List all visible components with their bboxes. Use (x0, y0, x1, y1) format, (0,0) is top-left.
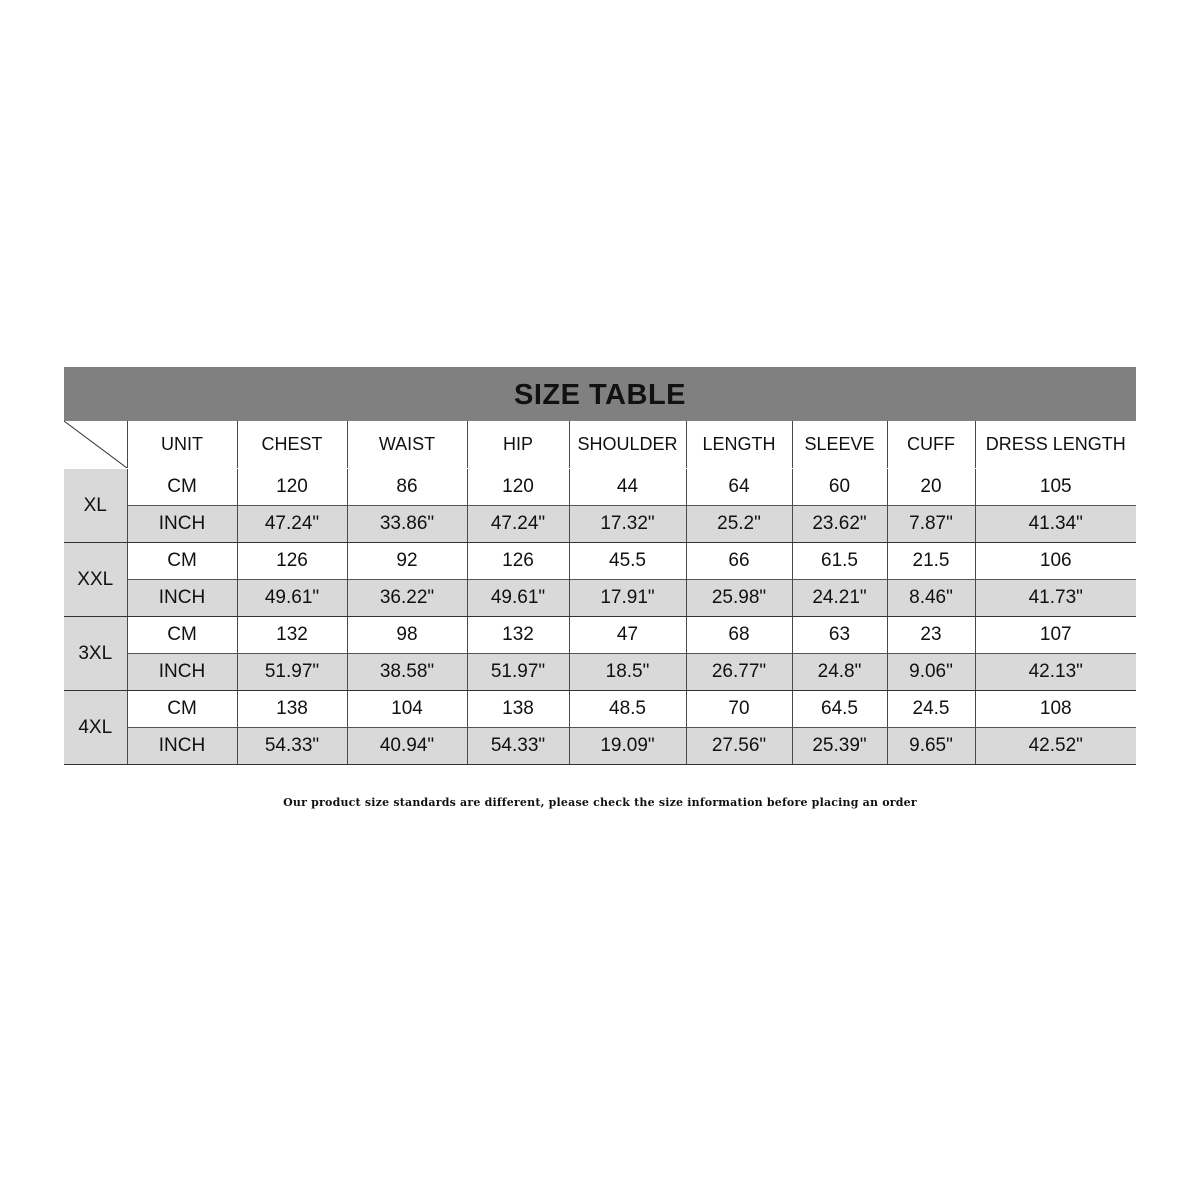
table-title: SIZE TABLE (64, 367, 1136, 421)
measurement-cell: 36.22" (347, 580, 467, 617)
unit-cell: INCH (127, 506, 237, 543)
column-header-length: LENGTH (686, 421, 792, 469)
size-label: XL (64, 469, 127, 543)
measurement-cell: 48.5 (569, 691, 686, 728)
column-header-cuff: CUFF (887, 421, 975, 469)
measurement-cell: 8.46" (887, 580, 975, 617)
measurement-cell: 20 (887, 469, 975, 506)
measurement-cell: 42.52" (975, 728, 1136, 765)
measurement-cell: 132 (237, 617, 347, 654)
table-row (64, 580, 1136, 617)
measurement-cell: 126 (467, 543, 569, 580)
unit-cell: INCH (127, 728, 237, 765)
measurement-cell: 49.61" (467, 580, 569, 617)
size-table-grid (64, 421, 1136, 765)
measurement-cell: 25.2" (686, 506, 792, 543)
table-row (64, 506, 1136, 543)
column-header-unit: UNIT (127, 421, 237, 469)
size-table-body (64, 469, 1136, 765)
column-header-chest: CHEST (237, 421, 347, 469)
measurement-cell: 42.13" (975, 654, 1136, 691)
measurement-cell: 51.97" (467, 654, 569, 691)
measurement-cell: 63 (792, 617, 887, 654)
table-row (64, 728, 1136, 765)
measurement-cell: 9.06" (887, 654, 975, 691)
table-row (64, 654, 1136, 691)
measurement-cell: 44 (569, 469, 686, 506)
measurement-cell: 132 (467, 617, 569, 654)
measurement-cell: 107 (975, 617, 1136, 654)
measurement-cell: 92 (347, 543, 467, 580)
measurement-cell: 17.32" (569, 506, 686, 543)
measurement-cell: 64 (686, 469, 792, 506)
unit-cell: CM (127, 543, 237, 580)
measurement-cell: 138 (237, 691, 347, 728)
unit-cell: CM (127, 469, 237, 506)
unit-cell: CM (127, 617, 237, 654)
measurement-cell: 25.39" (792, 728, 887, 765)
measurement-cell: 126 (237, 543, 347, 580)
measurement-cell: 105 (975, 469, 1136, 506)
measurement-cell: 41.73" (975, 580, 1136, 617)
measurement-cell: 24.5 (887, 691, 975, 728)
measurement-cell: 9.65" (887, 728, 975, 765)
table-row (64, 617, 1136, 654)
measurement-cell: 60 (792, 469, 887, 506)
measurement-cell: 21.5 (887, 543, 975, 580)
header-row (64, 421, 1136, 469)
measurement-cell: 38.58" (347, 654, 467, 691)
measurement-cell: 70 (686, 691, 792, 728)
measurement-cell: 17.91" (569, 580, 686, 617)
measurement-cell: 138 (467, 691, 569, 728)
column-header-dress-length: DRESS LENGTH (975, 421, 1136, 469)
measurement-cell: 49.61" (237, 580, 347, 617)
corner-cell (64, 421, 127, 469)
measurement-cell: 47.24" (467, 506, 569, 543)
measurement-cell: 27.56" (686, 728, 792, 765)
measurement-cell: 23 (887, 617, 975, 654)
measurement-cell: 108 (975, 691, 1136, 728)
measurement-cell: 25.98" (686, 580, 792, 617)
measurement-cell: 26.77" (686, 654, 792, 691)
measurement-cell: 104 (347, 691, 467, 728)
measurement-cell: 68 (686, 617, 792, 654)
measurement-cell: 98 (347, 617, 467, 654)
measurement-cell: 41.34" (975, 506, 1136, 543)
measurement-cell: 19.09" (569, 728, 686, 765)
measurement-cell: 24.8" (792, 654, 887, 691)
table-row (64, 691, 1136, 728)
diagonal-divider-icon (64, 421, 127, 468)
table-row (64, 543, 1136, 580)
measurement-cell: 54.33" (467, 728, 569, 765)
column-header-waist: WAIST (347, 421, 467, 469)
measurement-cell: 120 (237, 469, 347, 506)
measurement-cell: 86 (347, 469, 467, 506)
unit-cell: INCH (127, 654, 237, 691)
column-header-sleeve: SLEEVE (792, 421, 887, 469)
measurement-cell: 120 (467, 469, 569, 506)
size-label: XXL (64, 543, 127, 617)
measurement-cell: 54.33" (237, 728, 347, 765)
measurement-cell: 24.21" (792, 580, 887, 617)
measurement-cell: 64.5 (792, 691, 887, 728)
unit-cell: CM (127, 691, 237, 728)
size-label: 4XL (64, 691, 127, 765)
measurement-cell: 23.62" (792, 506, 887, 543)
measurement-cell: 7.87" (887, 506, 975, 543)
measurement-cell: 47.24" (237, 506, 347, 543)
size-label: 3XL (64, 617, 127, 691)
column-header-hip: HIP (467, 421, 569, 469)
measurement-cell: 66 (686, 543, 792, 580)
size-table (64, 367, 1136, 765)
measurement-cell: 45.5 (569, 543, 686, 580)
column-header-shoulder: SHOULDER (569, 421, 686, 469)
measurement-cell: 47 (569, 617, 686, 654)
measurement-cell: 40.94" (347, 728, 467, 765)
table-row (64, 469, 1136, 506)
measurement-cell: 33.86" (347, 506, 467, 543)
measurement-cell: 18.5" (569, 654, 686, 691)
measurement-cell: 61.5 (792, 543, 887, 580)
measurement-cell: 51.97" (237, 654, 347, 691)
measurement-cell: 106 (975, 543, 1136, 580)
size-disclaimer: Our product size standards are different, please check the size information before placing an order (283, 796, 917, 809)
unit-cell: INCH (127, 580, 237, 617)
